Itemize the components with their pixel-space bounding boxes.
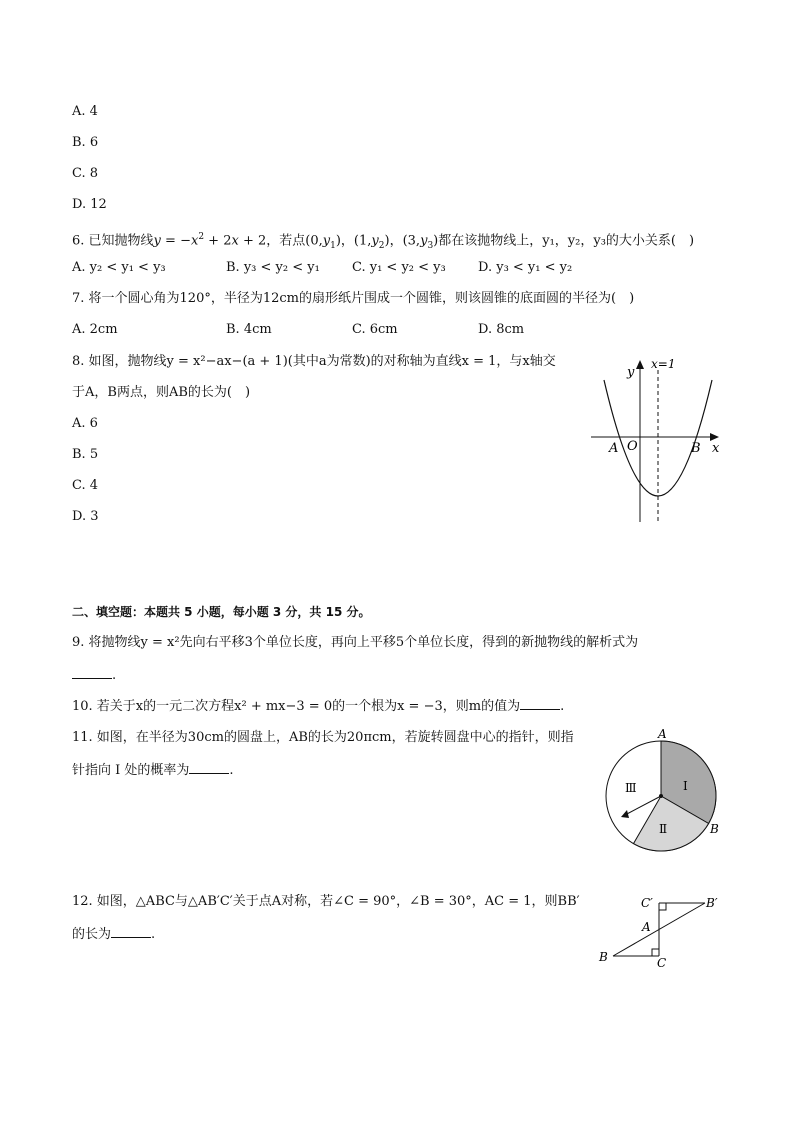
q12-blank[interactable] <box>111 925 151 938</box>
q7-stem: 7. 将一个圆心角为120°，半径为12cm的扇形纸片围成一个圆锥，则该圆锥的底面圆的半径为( ) <box>72 291 635 306</box>
q5-option-b: B. 6 <box>72 135 99 150</box>
x-axis-arrow <box>710 433 719 441</box>
q8-option-a: A. 6 <box>72 416 98 431</box>
q10-blank[interactable] <box>520 697 560 710</box>
label-Cprime: C′ <box>641 896 653 910</box>
label-x: x <box>712 441 720 456</box>
q5-option-a: A. 4 <box>72 104 98 119</box>
q8-stem-line2: 于A，B两点，则AB的长为( ) <box>72 385 251 400</box>
q10-stem: 10. 若关于x的一元二次方程x² + mx−3 = 0的一个根为x = −3，则m的值为 . <box>72 699 565 714</box>
pointer-center <box>659 794 663 798</box>
q6-stem: 6. 已知抛物线$y = -x^2 + 2x + 2$，若点$(0,y_1)$，$(1,y_2)$，$(3,y_3)$都在该抛物线上，y₁，y₂，y₃的大小关系( ) <box>72 232 695 251</box>
q5-option-d: D. 12 <box>72 197 107 212</box>
y-axis-arrow <box>636 360 644 369</box>
q8-option-c: C. 4 <box>72 478 99 493</box>
label-A: A <box>658 727 667 741</box>
label-region-II: Ⅱ <box>659 822 668 836</box>
label-A: A <box>642 920 651 934</box>
q9-blank[interactable] <box>72 666 112 679</box>
q12-triangles-figure <box>595 893 725 973</box>
label-C: C <box>657 956 667 970</box>
right-angle-mark-c <box>652 949 659 956</box>
q9-stem: 9. 将抛物线y = x²先向右平移3个单位长度，再向上平移5个单位长度，得到的新抛物线的解析式为 <box>72 635 639 650</box>
section2-title: 二、填空题：本题共 5 小题，每小题 3 分，共 15 分。 <box>72 605 371 619</box>
label-a: A <box>609 441 619 456</box>
q12-stem-line2: 的长为 . <box>72 927 156 942</box>
q6-option-d: D. y₃ < y₁ < y₂ <box>478 260 573 275</box>
q8-option-b: B. 5 <box>72 447 99 462</box>
label-b: B <box>691 441 701 456</box>
q7-option-d: D. 8cm <box>478 322 525 337</box>
label-B: B <box>599 950 608 964</box>
label-region-III: Ⅲ <box>625 781 637 795</box>
q6-option-c: C. y₁ < y₂ < y₃ <box>352 260 446 275</box>
q6-option-a: A. y₂ < y₁ < y₃ <box>72 260 166 275</box>
q8-option-d: D. 3 <box>72 509 99 524</box>
right-angle-mark-cprime <box>659 903 666 910</box>
q5-option-c: C. 8 <box>72 166 99 181</box>
q11-stem-line2: 针指向 I 处的概率为 . <box>72 763 234 778</box>
q11-blank[interactable] <box>189 761 229 774</box>
label-region-I: I <box>683 779 688 793</box>
q11-stem-line1: 11. 如图，在半径为30cm的圆盘上，AB的长为20πcm，若旋转圆盘中心的指针，则指 <box>72 730 574 745</box>
q9-answer-line: . <box>72 666 116 685</box>
label-y: y <box>627 365 635 380</box>
q12-stem-line1: 12. 如图，△ABC与△AB′C′关于点A对称，若∠C = 90°，∠B = 30°，AC = 1，则BB′ <box>72 894 580 909</box>
q6-option-b: B. y₃ < y₂ < y₁ <box>226 260 320 275</box>
label-Bprime: B′ <box>706 896 718 910</box>
q11-spinner-figure <box>603 727 731 857</box>
label-o: O <box>627 439 638 454</box>
q8-stem-line1: 8. 如图，抛物线y = x²−ax−(a + 1)(其中a为常数)的对称轴为直线x = 1，与x轴交 <box>72 354 556 369</box>
q8-parabola-figure <box>585 352 725 524</box>
q7-option-a: A. 2cm <box>72 322 118 337</box>
axis-label-x-eq-1: x=1 <box>651 357 676 371</box>
q7-option-b: B. 4cm <box>226 322 272 337</box>
label-B: B <box>710 822 719 836</box>
q7-option-c: C. 6cm <box>352 322 398 337</box>
